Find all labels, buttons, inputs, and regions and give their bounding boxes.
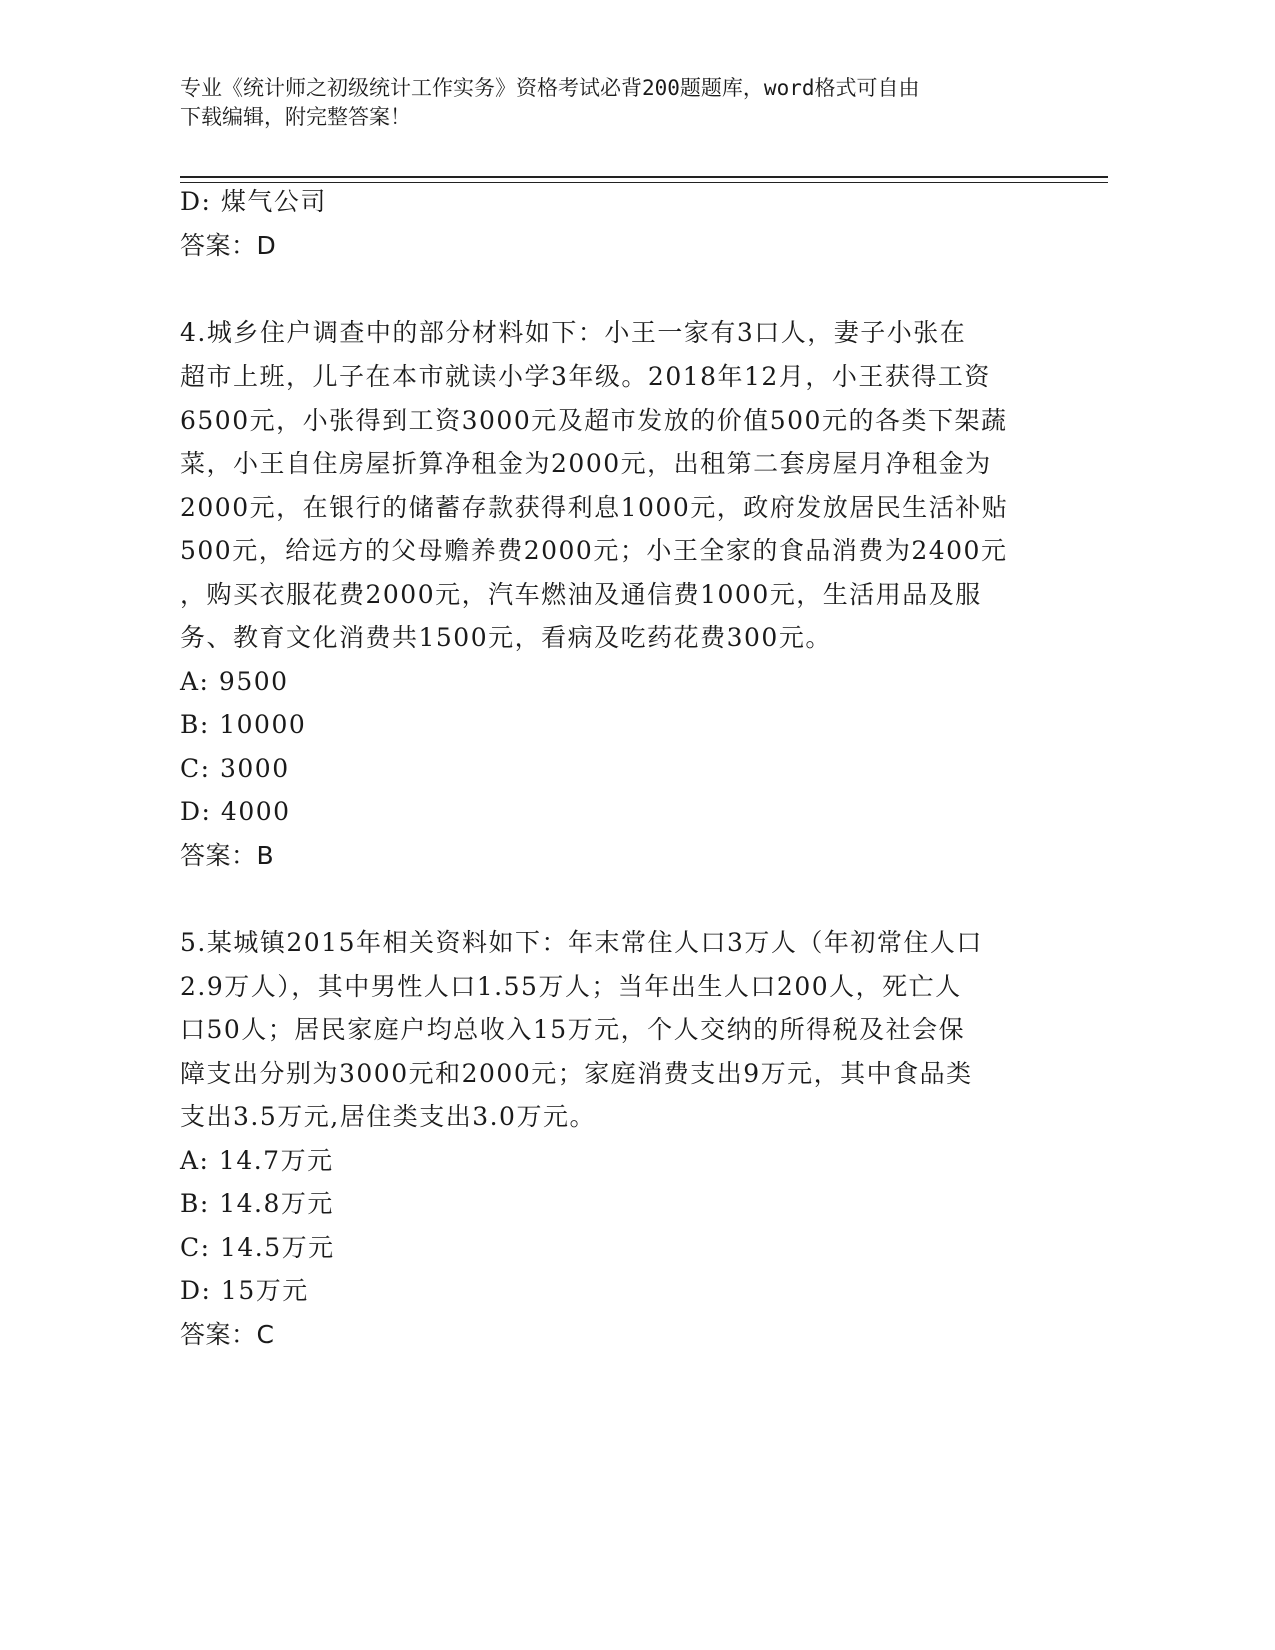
q4-option-c: C: 3000 [180,754,290,783]
q5-option-c: C: 14.5万元 [180,1233,335,1262]
q5-text-line: 支出3.5万元,居住类支出3.0万元。 [180,1102,596,1131]
q5-option-b: B: 14.8万元 [180,1189,334,1218]
q4-text-line: 500元，给远方的父母赡养费2000元；小王全家的食品消费为2400元 [180,536,1008,565]
header-rule-thick [180,176,1108,178]
q5-option-a: A: 14.7万元 [180,1146,334,1175]
q4-answer: 答案：B [180,841,275,870]
q4-text-line: ，购买衣服花费2000元，汽车燃油及通信费1000元，生活用品及服 [180,580,982,609]
header-line-1: 专业《统计师之初级统计工作实务》资格考试必背200题题库，word格式可自由 [180,76,920,100]
q4-option-b: B: 10000 [180,710,307,739]
q4-text-line: 4.城乡住户调查中的部分材料如下：小王一家有3口人，妻子小张在 [180,318,967,347]
q5-text-line: 5.某城镇2015年相关资料如下：年末常住人口3万人（年初常住人口 [180,928,983,957]
q4-option-d: D: 4000 [180,797,291,826]
prev-answer: 答案：D [180,231,277,260]
q4-text-line: 6500元，小张得到工资3000元及超市发放的价值500元的各类下架蔬 [180,406,1008,435]
prev-option-d: D: 煤气公司 [180,187,327,216]
header-rule-thin [180,182,1108,183]
q5-answer: 答案：C [180,1320,275,1349]
q5-text-line: 障支出分别为3000元和2000元；家庭消费支出9万元，其中食品类 [180,1059,973,1088]
q4-text-line: 2000元，在银行的储蓄存款获得利息1000元，政府发放居民生活补贴 [180,493,1009,522]
q4-text-line: 超市上班，儿子在本市就读小学3年级。2018年12月，小王获得工资 [180,362,991,391]
q4-text-line: 务、教育文化消费共1500元，看病及吃药花费300元。 [180,623,832,652]
q4-option-a: A: 9500 [180,667,289,696]
q5-text-line: 口50人；居民家庭户均总收入15万元，个人交纳的所得税及社会保 [180,1015,966,1044]
q5-text-line: 2.9万人），其中男性人口1.55万人；当年出生人口200人，死亡人 [180,972,962,1001]
document-header [180,74,1080,132]
q4-text-line: 菜，小王自住房屋折算净租金为2000元，出租第二套房屋月净租金为 [180,449,992,478]
q5-option-d: D: 15万元 [180,1276,309,1305]
header-line-2: 下载编辑，附完整答案！ [180,105,411,129]
